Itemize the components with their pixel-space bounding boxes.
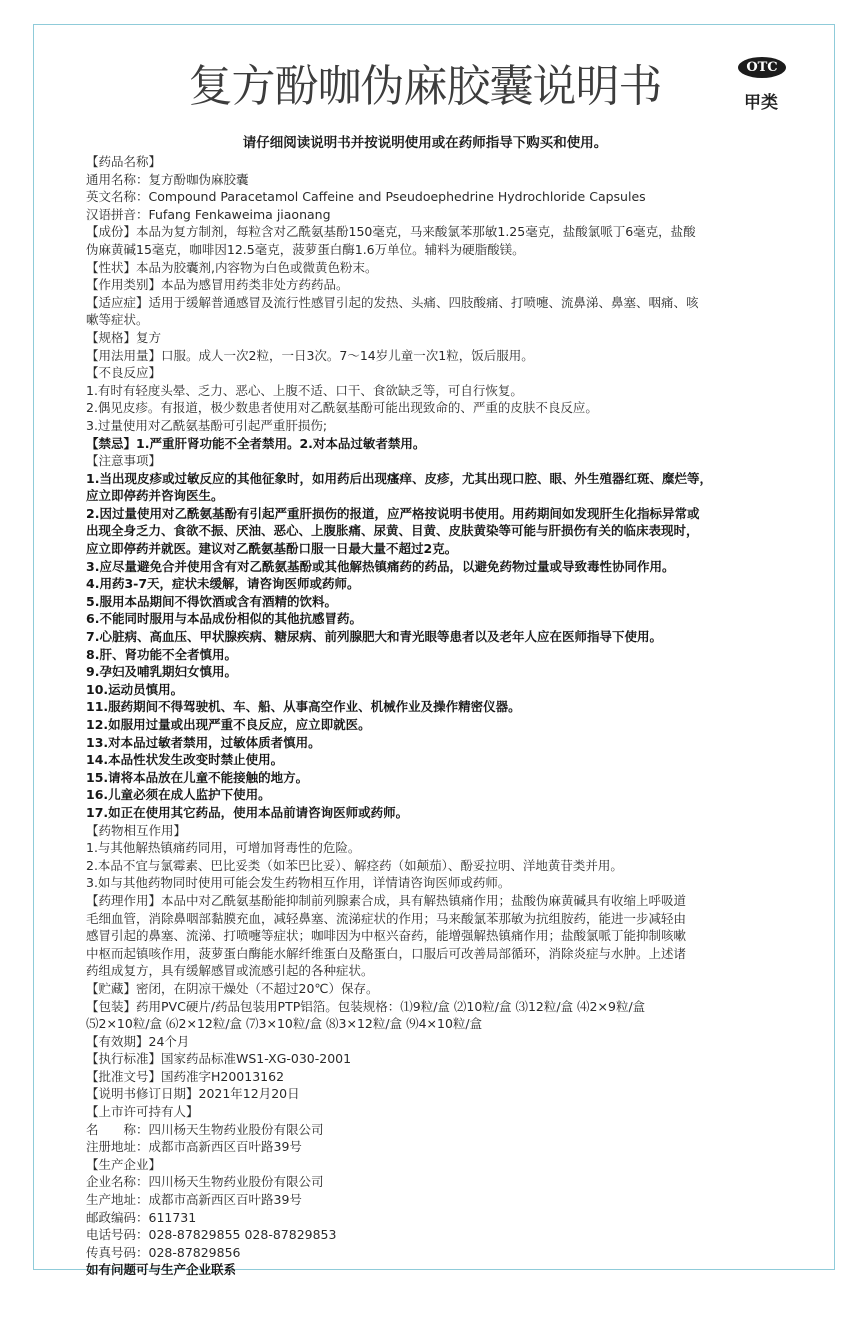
text-line-content: 11.服药期间不得驾驶机、车、船、从事高空作业、机械作业及操作精密仪器。 <box>86 699 521 715</box>
text-line <box>86 857 806 875</box>
text-line <box>86 1015 806 1033</box>
text-line-content: 【贮藏】密闭，在阴凉干燥处（不超过20℃）保存。 <box>86 980 379 996</box>
text-line-content: 7.心脏病、高血压、甲状腺疾病、糖尿病、前列腺肥大和青光眼等患者以及老年人应在医师指导下使用。 <box>86 629 662 645</box>
text-line <box>86 311 806 329</box>
text-line <box>86 681 806 699</box>
text-line-content: 【禁忌】1.严重肝肾功能不全者禁用。2.对本品过敏者禁用。 <box>86 435 426 451</box>
reading-notice: 请仔细阅读说明书并按说明使用或在药师指导下购买和使用。 <box>242 135 608 151</box>
text-line-content: 【上市许可持有人】 <box>86 1104 199 1120</box>
text-line-content: 感冒引起的鼻塞、流涕、打喷嚏等症状；咖啡因为中枢兴奋药，能增强解热镇痛作用；盐酸氯哌丁能抑制咳嗽 <box>86 928 687 944</box>
text-line <box>86 839 806 857</box>
instruction-body <box>86 153 806 1279</box>
text-line-content: 生产地址：成都市高新西区百叶路39号 <box>86 1192 302 1208</box>
text-line <box>86 610 806 628</box>
text-line-content: 【成份】本品为复方制剂，每粒含对乙酰氨基酚150毫克，马来酸氯苯那敏1.25毫克，盐酸氯哌丁6毫克，盐酸 <box>86 224 696 240</box>
text-line-content: 【包装】药用PVC硬片/药品包装用PTP铝箔。包装规格：⑴9粒/盒 ⑵10粒/盒 ⑶12粒/盒 ⑷2×9粒/盒 <box>86 998 646 1014</box>
text-line <box>86 575 806 593</box>
text-line <box>86 558 806 576</box>
text-line <box>86 1226 806 1244</box>
text-line <box>86 980 806 998</box>
text-line-content: 应立即停药并咨询医生。 <box>86 488 224 504</box>
text-line <box>86 910 806 928</box>
text-line-content: 【药理作用】本品中对乙酰氨基酚能抑制前列腺素合成，具有解热镇痛作用；盐酸伪麻黄碱具有收缩上呼吸道 <box>86 892 687 908</box>
otc-badge: OTC <box>738 57 786 78</box>
text-line <box>86 1173 806 1191</box>
text-line <box>86 540 806 558</box>
text-line <box>86 734 806 752</box>
text-line-content: 名 称：四川杨天生物药业股份有限公司 <box>86 1121 324 1137</box>
text-line-content: 1.有时有轻度头晕、乏力、恶心、上腹不适、口干、食欲缺乏等，可自行恢复。 <box>86 382 523 398</box>
text-line-content: 【说明书修订日期】2021年12月20日 <box>86 1086 300 1102</box>
text-line <box>86 628 806 646</box>
text-line <box>86 223 806 241</box>
text-line <box>86 294 806 312</box>
text-line-content: 如有问题可与生产企业联系 <box>86 1262 237 1278</box>
text-line-content: 16.儿童必须在成人监护下使用。 <box>86 787 271 803</box>
text-line <box>86 452 806 470</box>
text-line-content: 【规格】复方 <box>86 329 162 345</box>
text-line-content: 【适应症】适用于缓解普通感冒及流行性感冒引起的发热、头痛、四肢酸痛、打喷嚏、流鼻涕、鼻塞、咽痛、咳 <box>86 294 699 310</box>
text-line <box>86 1209 806 1227</box>
text-line <box>86 188 806 206</box>
text-line <box>86 1068 806 1086</box>
text-line <box>86 382 806 400</box>
text-line <box>86 1244 806 1262</box>
text-line-content: 3.过量使用对乙酰氨基酚可引起严重肝损伤; <box>86 417 328 433</box>
text-line <box>86 892 806 910</box>
text-line <box>86 716 806 734</box>
text-line-content: 注册地址：成都市高新西区百叶路39号 <box>86 1139 302 1155</box>
text-line <box>86 241 806 259</box>
text-line-content: 传真号码：028-87829856 <box>86 1244 241 1260</box>
text-line-content: 【不良反应】 <box>86 365 162 381</box>
text-line <box>86 206 806 224</box>
text-line <box>86 276 806 294</box>
text-line-content: 电话号码：028-87829855 028-87829853 <box>86 1227 337 1243</box>
text-line <box>86 1103 806 1121</box>
text-line <box>86 435 806 453</box>
text-line-content: 9.孕妇及哺乳期妇女慎用。 <box>86 664 237 680</box>
text-line <box>86 1085 806 1103</box>
text-line <box>86 470 806 488</box>
text-line-content: 【作用类别】本品为感冒用药类非处方药药品。 <box>86 277 349 293</box>
text-line <box>86 927 806 945</box>
text-line-content: 药组成复方，具有缓解感冒或流感引起的各种症状。 <box>86 963 374 979</box>
text-line <box>86 822 806 840</box>
text-line-content: 通用名称：复方酚咖伪麻胶囊 <box>86 171 249 187</box>
text-line <box>86 364 806 382</box>
text-line <box>86 593 806 611</box>
text-line <box>86 505 806 523</box>
text-line-content: 3.应尽量避免合并使用含有对乙酰氨基酚或其他解热镇痛药的药品，以避免药物过量或导致毒性协同作用。 <box>86 558 675 574</box>
text-line-content: 汉语拼音：Fufang Fenkaweima jiaonang <box>86 206 331 222</box>
text-line <box>86 962 806 980</box>
text-line-content: 【批准文号】国药准字H20013162 <box>86 1068 285 1084</box>
text-line-content: 出现全身乏力、食欲不振、厌油、恶心、上腹胀痛、尿黄、目黄、皮肤黄染等可能与肝损伤有关的临床表现时， <box>86 523 699 539</box>
text-line-content: 6.不能同时服用与本品成份相似的其他抗感冒药。 <box>86 611 362 627</box>
text-line-content: 伪麻黄碱15毫克，咖啡因12.5毫克，菠萝蛋白酶1.6万单位。辅料为硬脂酸镁。 <box>86 241 525 257</box>
text-line-content: 【生产企业】 <box>86 1156 162 1172</box>
text-line-content: 【执行标准】国家药品标准WS1-XG-030-2001 <box>86 1051 352 1067</box>
text-line <box>86 804 806 822</box>
text-line <box>86 698 806 716</box>
text-line <box>86 399 806 417</box>
document-title: 复方酚咖伪麻胶囊说明书 <box>188 61 662 112</box>
text-line-content: 【性状】本品为胶囊剂,内容物为白色或微黄色粉末。 <box>86 259 378 275</box>
text-line <box>86 153 806 171</box>
text-line-content: 13.对本品过敏者禁用，过敏体质者慎用。 <box>86 734 321 750</box>
text-line <box>86 1050 806 1068</box>
text-line-content: 【注意事项】 <box>86 453 162 469</box>
text-line-content: 【有效期】24个月 <box>86 1033 190 1049</box>
text-line <box>86 769 806 787</box>
text-line <box>86 945 806 963</box>
text-line <box>86 786 806 804</box>
drug-category-label: 甲类 <box>744 93 778 113</box>
text-line-content: 15.请将本品放在儿童不能接触的地方。 <box>86 769 309 785</box>
text-line-content: ⑸2×10粒/盒 ⑹2×12粒/盒 ⑺3×10粒/盒 ⑻3×12粒/盒 ⑼4×10粒/盒 <box>86 1016 483 1032</box>
text-line <box>86 329 806 347</box>
text-line <box>86 1033 806 1051</box>
text-line-content: 17.如正在使用其它药品，使用本品前请咨询医师或药师。 <box>86 804 409 820</box>
text-line-content: 企业名称：四川杨天生物药业股份有限公司 <box>86 1174 324 1190</box>
text-line-content: 3.如与其他药物同时使用可能会发生药物相互作用，详情请咨询医师或药师。 <box>86 875 511 891</box>
text-line <box>86 171 806 189</box>
text-line-content: 2.本品不宜与氯霉素、巴比妥类（如苯巴比妥）、解痉药（如颠茄）、酚妥拉明、洋地黄苷类并用。 <box>86 857 623 873</box>
text-line-content: 14.本品性状发生改变时禁止使用。 <box>86 752 284 768</box>
text-line <box>86 646 806 664</box>
text-line <box>86 487 806 505</box>
text-line-content: 毛细血管，消除鼻咽部黏膜充血，减轻鼻塞、流涕症状的作用；马来酸氯苯那敏为抗组胺药，能进一步减轻由 <box>86 910 687 926</box>
text-line-content: 10.运动员慎用。 <box>86 681 184 697</box>
text-line-content: 【药品名称】 <box>86 154 162 169</box>
text-line <box>86 1156 806 1174</box>
text-line-content: 1.与其他解热镇痛药同用，可增加肾毒性的危险。 <box>86 840 361 856</box>
text-line-content: 8.肝、肾功能不全者慎用。 <box>86 646 237 662</box>
text-line-content: 英文名称：Compound Paracetamol Caffeine and Pseudoephedrine Hydrochloride Capsules <box>86 189 646 205</box>
text-line-content: 2.偶见皮疹。有报道，极少数患者使用对乙酰氨基酚可能出现致命的、严重的皮肤不良反应。 <box>86 400 598 416</box>
text-line-content: 【用法用量】口服。成人一次2粒，一日3次。7～14岁儿童一次1粒，饭后服用。 <box>86 347 534 363</box>
text-line <box>86 1138 806 1156</box>
text-line <box>86 1261 806 1279</box>
text-line-content: 2.因过量使用对乙酰氨基酚有引起严重肝损伤的报道，应严格按说明书使用。用药期间如发现肝生化指标异常或 <box>86 505 700 521</box>
text-line <box>86 347 806 365</box>
text-line-content: 12.如服用过量或出现严重不良反应，应立即就医。 <box>86 717 371 732</box>
text-line-content: 嗽等症状。 <box>86 312 149 328</box>
text-line-content: 【药物相互作用】 <box>86 822 187 838</box>
text-line-content: 中枢而起镇咳作用，菠萝蛋白酶能水解纤维蛋白及酪蛋白，口服后可改善局部循环，消除炎症与水肿。上述诸 <box>86 945 687 961</box>
text-line-content: 1.当出现皮疹或过敏反应的其他征象时，如用药后出现瘙痒、皮疹，尤其出现口腔、眼、外生殖器红斑、糜烂等， <box>86 470 712 486</box>
text-line-content: 4.用药3-7天，症状未缓解，请咨询医师或药师。 <box>86 576 360 592</box>
text-line <box>86 1121 806 1139</box>
text-line <box>86 751 806 769</box>
text-line <box>86 874 806 892</box>
text-line-content: 应立即停药并就医。建议对乙酰氨基酚口服一日最大量不超过2克。 <box>86 541 458 557</box>
text-line <box>86 998 806 1016</box>
text-line <box>86 417 806 435</box>
text-line-content: 邮政编码：611731 <box>86 1209 197 1225</box>
text-line <box>86 663 806 681</box>
text-line <box>86 259 806 277</box>
text-line-content: 5.服用本品期间不得饮酒或含有酒精的饮料。 <box>86 593 337 609</box>
text-line <box>86 522 806 540</box>
text-line <box>86 1191 806 1209</box>
